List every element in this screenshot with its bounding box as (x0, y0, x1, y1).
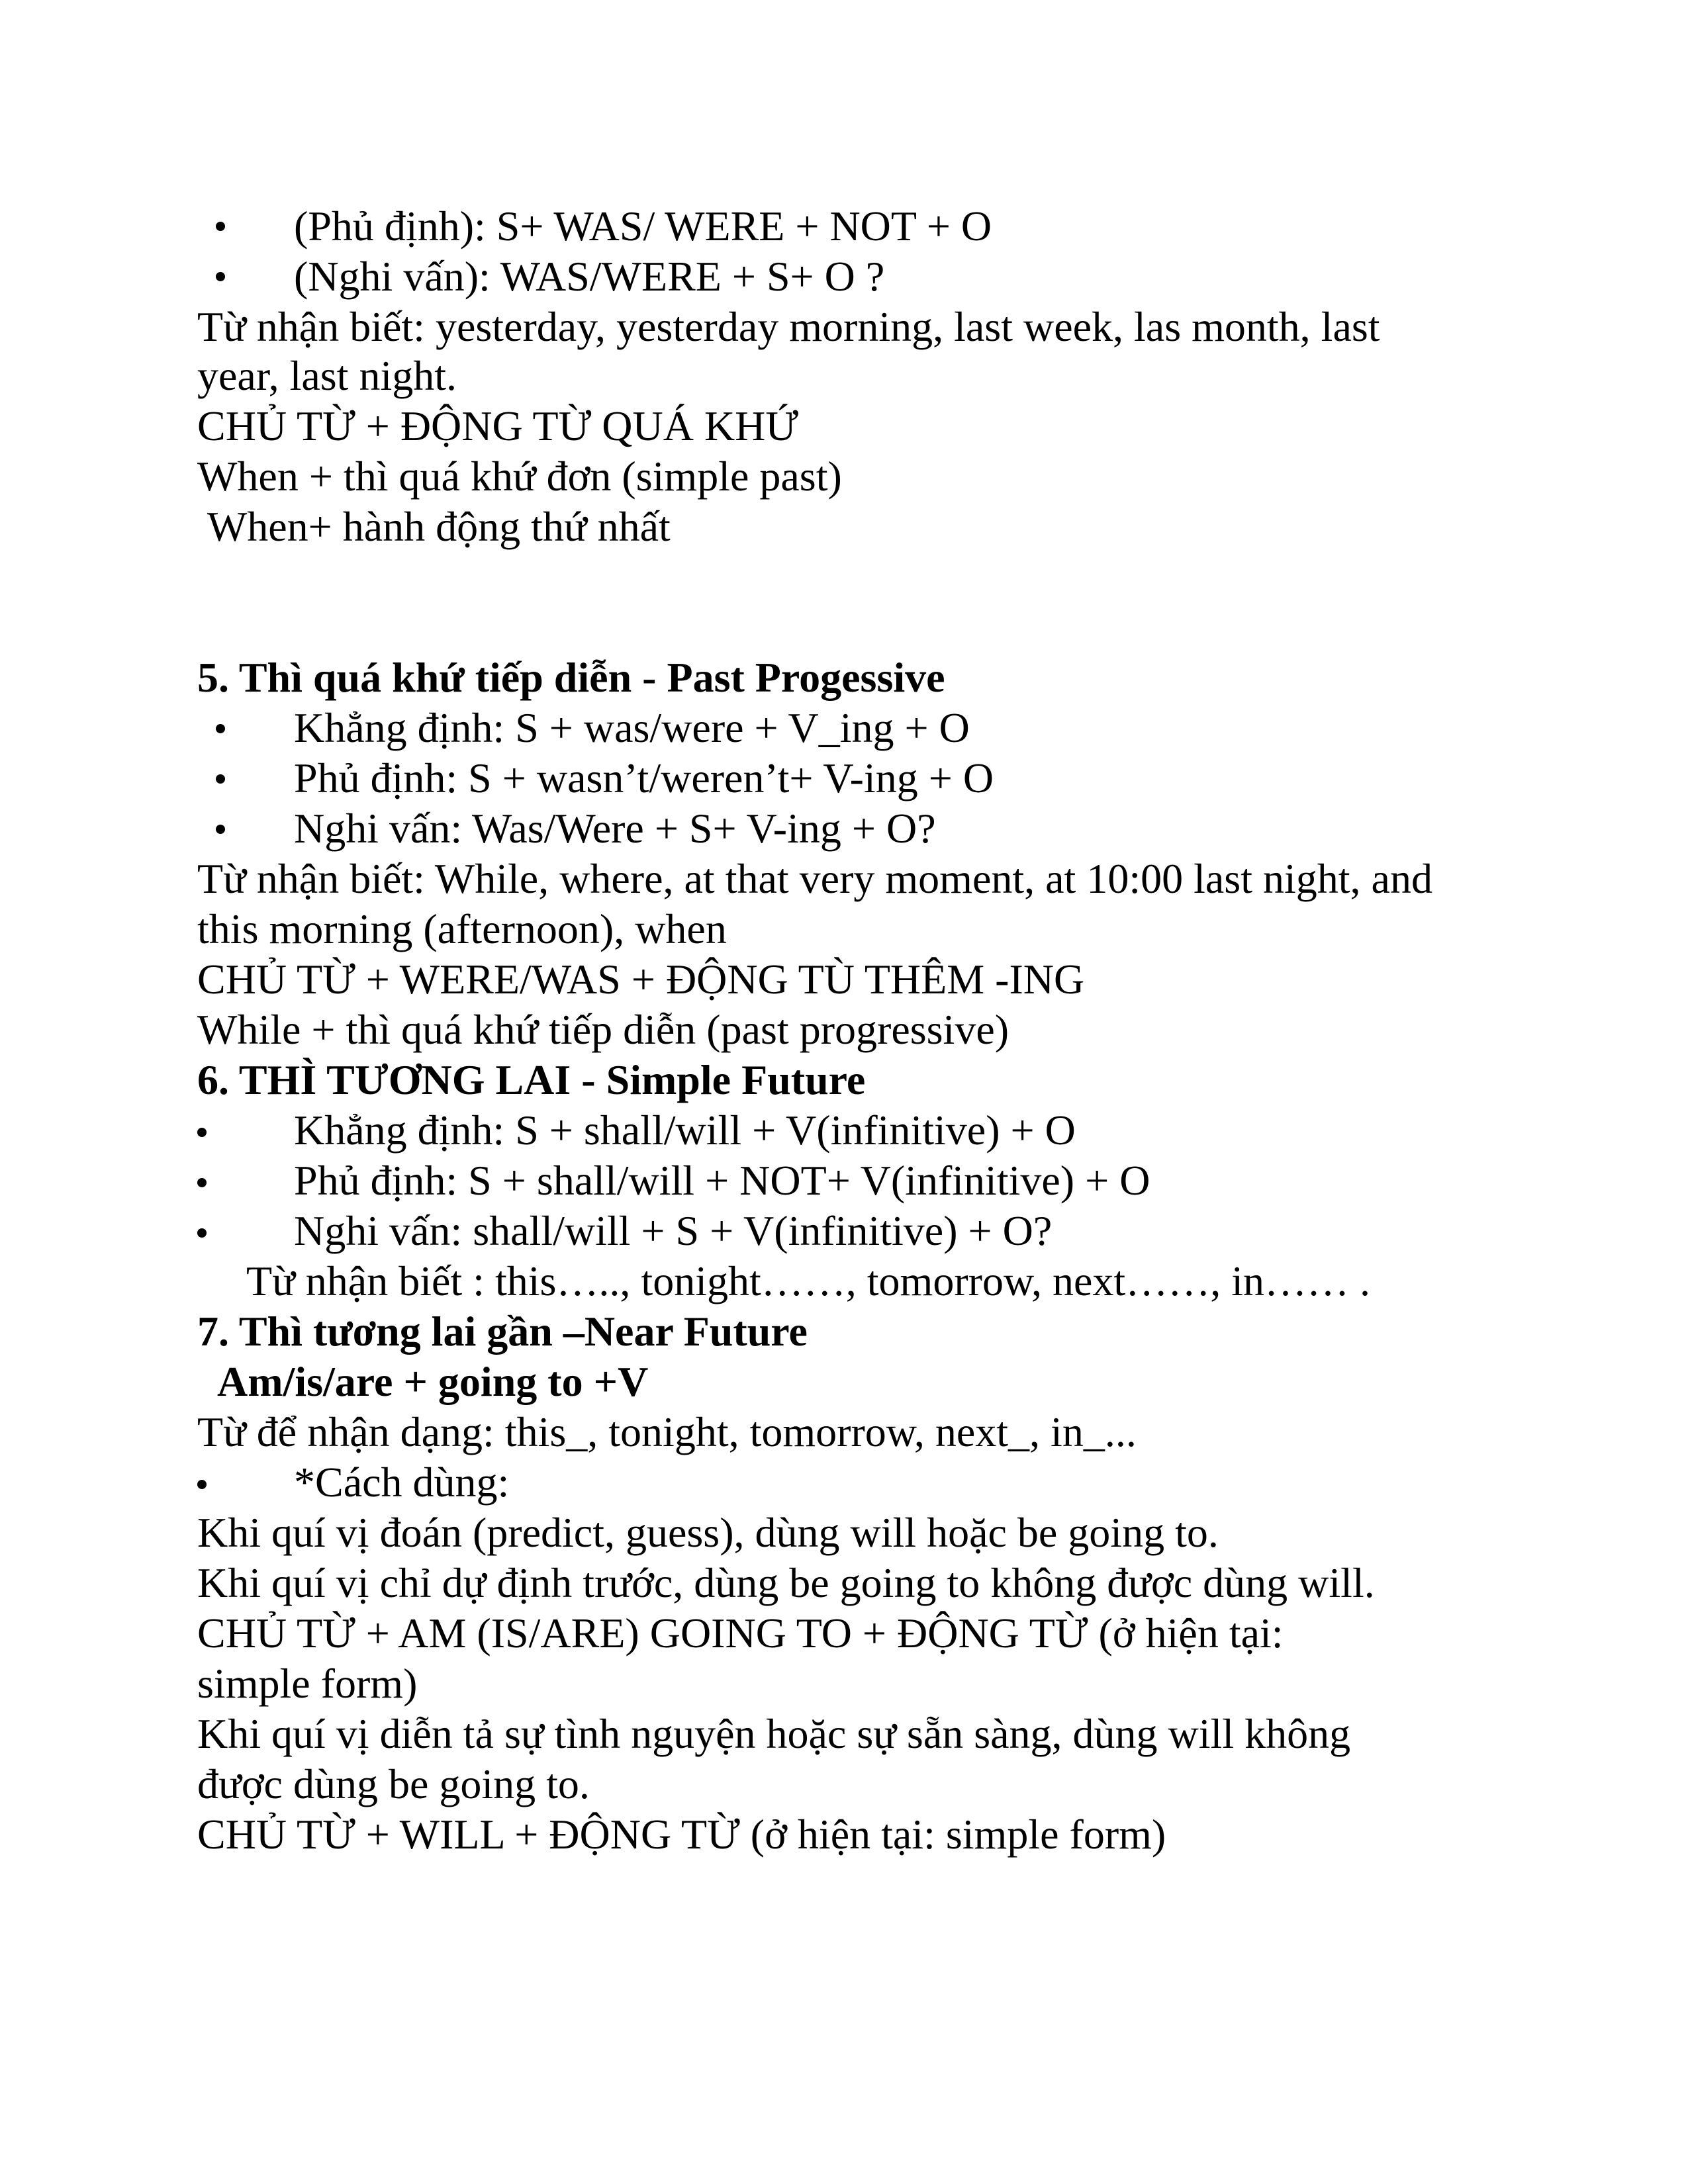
past-progressive-signal-line-2: this morning (afternoon), when (197, 905, 727, 952)
past-progressive-signal-line-1: Từ nhận biết: While, where, at that very moment, at 10:00 last night, and (197, 855, 1432, 902)
near-future-usage-label: *Cách dùng: (294, 1459, 510, 1506)
near-future-will-structure: CHỦ TỪ + WILL + ĐỘNG TỪ (ở hiện tại: simple form) (197, 1811, 1166, 1858)
near-future-usage-4-line-1: Khi quí vị diễn tả sự tình nguyện hoặc sự sẵn sàng, dùng will không (197, 1710, 1351, 1757)
bullet-icon (216, 272, 225, 281)
past-progressive-while: While + thì quá khứ tiếp diễn (past progressive) (197, 1006, 1009, 1053)
simple-future-negative: Phủ định: S + shall/will + NOT+ V(infinitive) + O (294, 1157, 1150, 1204)
bullet-icon (216, 222, 225, 231)
simple-future-signal: Từ nhận biết : this….., tonight……, tomorrow, next……, in…… . (246, 1257, 1370, 1304)
bullet-icon (216, 774, 225, 784)
bullet-icon (197, 1178, 207, 1187)
past-simple-signal-line-1: Từ nhận biết: yesterday, yesterday morning, last week, las month, last (197, 303, 1380, 350)
past-progressive-affirm: Khẳng định: S + was/were + V_ing + O (294, 704, 970, 751)
past-simple-negative: (Phủ định): S+ WAS/ WERE + NOT + O (294, 203, 992, 250)
section-6-heading: 6. THÌ TƯƠNG LAI - Simple Future (197, 1056, 866, 1103)
section-7-heading: 7. Thì tương lai gần –Near Future (197, 1308, 808, 1355)
section-5-heading: 5. Thì quá khứ tiếp diễn - Past Progessive (197, 654, 945, 701)
near-future-usage-2: Khi quí vị chỉ dự định trước, dùng be going to không được dùng will. (197, 1559, 1375, 1606)
past-simple-signal-line-2: year, last night. (197, 352, 457, 399)
past-simple-structure: CHỦ TỪ + ĐỘNG TỪ QUÁ KHỨ (197, 402, 799, 449)
near-future-signal: Từ để nhận dạng: this_, tonight, tomorrow, next_, in_... (197, 1408, 1137, 1455)
near-future-usage-1: Khi quí vị đoán (predict, guess), dùng will hoặc be going to. (197, 1509, 1219, 1556)
past-progressive-structure: CHỦ TỪ + WERE/WAS + ĐỘNG TÙ THÊM -ING (197, 956, 1085, 1003)
near-future-formula: Am/is/are + going to +V (217, 1358, 649, 1405)
bullet-icon (197, 1128, 207, 1137)
simple-future-question: Nghi vấn: shall/will + S + V(infinitive) + O? (294, 1207, 1053, 1254)
past-simple-question: (Nghi vấn): WAS/WERE + S+ O ? (294, 253, 885, 300)
near-future-structure-line-2: simple form) (197, 1660, 418, 1707)
past-progressive-negative: Phủ định: S + wasn’t/weren’t+ V-ing + O (294, 754, 994, 801)
near-future-structure-line-1: CHỦ TỪ + AM (IS/ARE) GOING TO + ĐỘNG TỪ (ở hiện tại: (197, 1610, 1284, 1657)
near-future-usage-4-line-2: được dùng be going to. (197, 1760, 590, 1807)
bullet-icon (216, 825, 225, 834)
past-progressive-question: Nghi vấn: Was/Were + S+ V-ing + O? (294, 805, 936, 852)
bullet-icon (216, 724, 225, 733)
bullet-icon (197, 1480, 207, 1489)
simple-future-affirm: Khẳng định: S + shall/will + V(infinitive) + O (294, 1107, 1076, 1154)
bullet-icon (197, 1228, 207, 1238)
past-simple-when-2: When+ hành động thứ nhất (197, 503, 671, 550)
past-simple-when-1: When + thì quá khứ đơn (simple past) (197, 453, 842, 500)
